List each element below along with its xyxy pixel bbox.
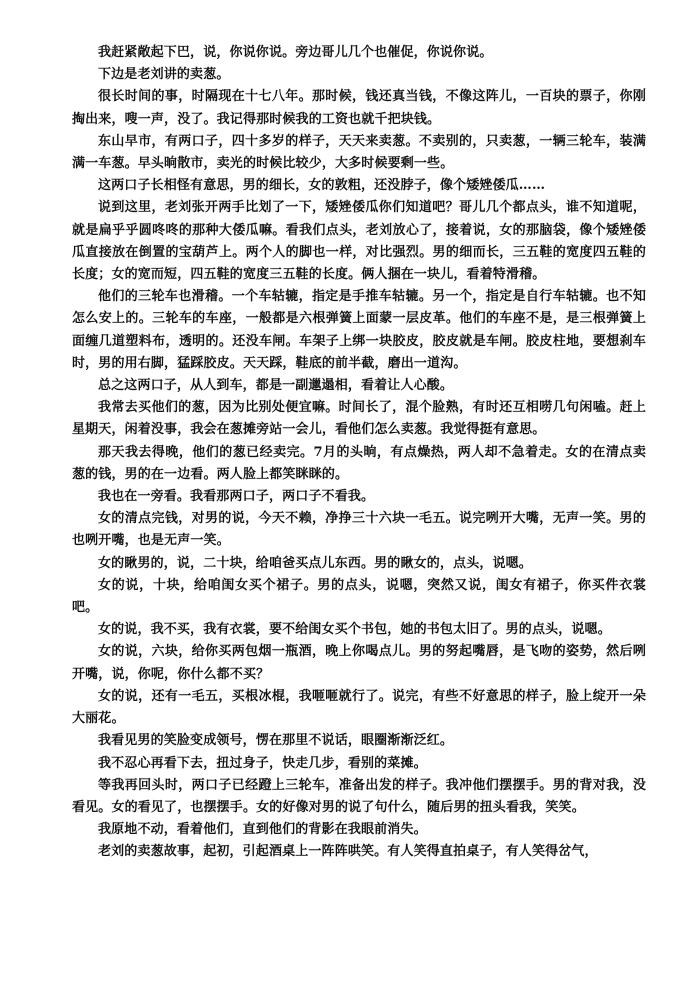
- article-body: [72, 42, 646, 864]
- paragraph: 我赶紧敞起下巴，说，你说你说。旁边哥儿几个也催促，你说你说。: [98, 45, 493, 60]
- paragraph: 女的清点完钱，对男的说，今天不赖，净挣三十六块一毛五。说完咧开大嘴，无声一笑。男的也咧开嘴，也是无声一笑。: [72, 511, 646, 549]
- paragraph: 女的说，六块，给你买两包烟一瓶酒，晚上你喝点儿。男的努起嘴唇，是飞吻的姿势，然后咧开嘴，说，你呢，你什么都不买？: [72, 644, 646, 682]
- paragraph: 说到这里，老刘张开两手比划了一下，矮矬倭瓜你们知道吧？哥儿几个都点头，谁不知道呢，就是扁乎乎圆咚咚的那种大倭瓜嘛。看我们点头，老刘放心了，接着说，女的那脑袋，像个矮矬倭瓜直接放在倒置的宝葫芦上。两个人的脚也一样，对比强烈。男的细而长，三五鞋的宽度四五鞋的长度；女的宽而短，四五鞋的宽度三五鞋的长度。俩人捆在一块儿，看着特滑稽。: [72, 200, 646, 283]
- paragraph: 女的说，十块，给咱闺女买个裙子。男的点头，说嗯，突然又说，闺女有裙子，你买件衣裳吧。: [72, 577, 646, 616]
- paragraph: 很长时间的事，时隔现在十七八年。那时候，钱还真当钱，不像这阵儿，一百块的票子，你刚掏出来，嗖一声，没了。我记得那时候我的工资也就千把块钱。: [72, 89, 646, 127]
- paragraph: 下边是老刘讲的卖葱。: [98, 67, 230, 83]
- paragraph: 我原地不动，看着他们，直到他们的背影在我眼前消失。: [98, 822, 427, 838]
- paragraph: 这两口子长相怪有意思，男的细长，女的敦粗，还没脖子，像个矮矬倭瓜……: [98, 178, 546, 194]
- paragraph: 东山早市，有两口子，四十多岁的样子，天天来卖葱。不卖别的，只卖葱，一辆三轮车，装满满一车葱。早头晌散市，卖光的时候比较少，大多时候要剩一些。: [72, 133, 646, 172]
- paragraph: 那天我去得晚，他们的葱已经卖完。7月的头晌，有点燥热，两人却不急着走。女的在清点卖葱的钱，男的在一边看。两人脸上都笑眯眯的。: [72, 444, 646, 482]
- paragraph: 老刘的卖葱故事，起初，引起酒桌上一阵阵哄笑。有人笑得直拍桌子，有人笑得岔气，: [98, 844, 598, 860]
- paragraph: 我也在一旁看。我看那两口子，两口子不看我。: [98, 489, 375, 505]
- paragraph: 女的说，还有一毛五，买根冰棍，我咂咂就行了。说完，有些不好意思的样子，脸上绽开一朵大丽花。: [72, 688, 646, 727]
- paragraph: 等我再回头时，两口子已经蹬上三轮车，准备出发的样子。我冲他们摆摆手。男的背对我，没看见。女的看见了，也摆摆手。女的好像对男的说了句什么，随后男的扭头看我，笑笑。: [72, 777, 646, 815]
- paragraph: 我看见男的笑脸变成领号，愣在那里不说话，眼圈渐渐泛红。: [98, 733, 454, 749]
- paragraph: 我常去买他们的葱，因为比别处便宜嘛。时间长了，混个脸熟，有时还互相唠几句闲嗑。赶上星期天，闲着没事，我会在葱摊旁站一会儿，看他们怎么卖葱。我觉得挺有意思。: [72, 400, 646, 438]
- paragraph: 我不忍心再看下去，扭过身子，快走几步，看别的菜摊。: [98, 755, 427, 771]
- paragraph: 总之这两口子，从人到车，都是一副邋遢相，看着让人心酸。: [98, 378, 454, 394]
- paragraph: 女的说，我不买，我有衣裳，要不给闺女买个书包，她的书包太旧了。男的点头，说嗯。: [98, 622, 611, 638]
- paragraph: 女的瞅男的，说，二十块，给咱爸买点儿东西。男的瞅女的，点头，说嗯。: [98, 555, 532, 571]
- paragraph: 他们的三轮车也滑稽。一个车轱辘，指定是手推车轱辘。另一个，指定是自行车轱辘。也不知怎么安上的。三轮车的车座，一般都是六根弹簧上面蒙一层皮革。他们的车座不是，是三根弹簧上面缠几道塑料布，透明的。还没车闸。车架子上绑一块胶皮，胶皮就是车闸。胶皮柱地，要想刹车时，男的用右脚，猛踩胶皮。天天踩，鞋底的前半截，磨出一道沟。: [72, 289, 646, 371]
